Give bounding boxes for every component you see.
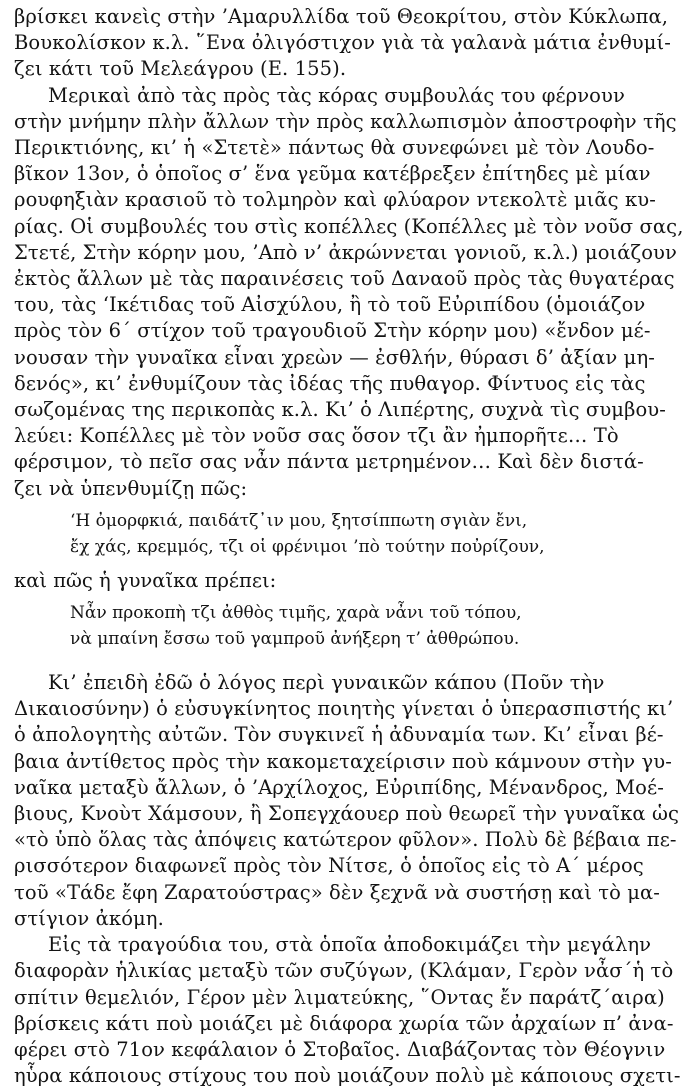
text-line: τοῦ «Τάδε ἔφη Ζαρατούστρας» δὲν ξεχνᾶ νὰ συστήσῃ καὶ τὸ μα-: [14, 880, 660, 904]
text-line: ρίας. Οἱ συμβουλές του στὶς κοπέλλες (Κοπέλλες μὲ τὸν νοῦσ σας,: [14, 214, 684, 238]
paragraph: [14, 83, 684, 502]
text-line: Περικτιόνης, κι’ ἡ «Στετὲ» πάντως θὰ συνεφώνει μὲ τὸν Λουδο-: [14, 136, 655, 160]
text-block-bottom: [14, 670, 681, 1089]
text-line: δενός», κι’ ἐνθυμίζουν τὰς ἰδέας τῆς πυθαγορ. Φίντυος εἰς τὰς: [14, 371, 646, 395]
paragraph: [14, 4, 671, 83]
verse-line: ἔχ χάς, κρεμμός, τζι οἱ φρένιμοι ’πὸ τούτην ποὐρίζουν,: [70, 536, 545, 557]
text-line: Δικαιοσύνην) ὁ εὐσυγκίνητος ποιητὴς γίνεται ὁ ὑπερασπιστής κι’: [14, 697, 674, 721]
text-line: ηὗρα κάποιους στίχους του ποὺ μοιάζουν πολὺ μὲ κάποιους σχετι-: [14, 1064, 681, 1088]
text-line: ρισσότερον διαφωνεῖ πρὸς τὸν Νίτσε, ὁ ὁποῖος εἰς τὸ Α΄ μέρος: [14, 854, 644, 878]
text-line: ρουφηξιὰν κρασιοῦ τὸ τολμηρὸν καὶ φλύαρον ντεκολτὲ μιᾶς κυ-: [14, 188, 656, 212]
text-line: ναῖκα μεταξὺ ἄλλων, ὁ ’Αρχίλοχος, Εὐριπίδης, Μένανδρος, Μοέ-: [14, 775, 664, 799]
text-line: φέρει στὸ 71ον κεφάλαιον ὁ Στοβαῖος. Διαβάζοντας τὸν Θέογνιν: [14, 1037, 666, 1061]
verse-line: Νἆν προκοπὴ τζι ἀθθὸς τιμῆς, χαρὰ νἆνι τοῦ τόπου,: [70, 603, 522, 624]
text-block-top: [14, 4, 684, 502]
text-line: λεύει: Κοπέλλες μὲ τὸν νοῦσ σας ὅσον τζι ἂν ἠμπορῆτε… Τὸ: [14, 424, 619, 448]
text-line: Εἰς τὰ τραγούδια του, στὰ ὁποῖα ἀποδοκιμάζει τὴν μεγάλην: [48, 933, 652, 957]
text-line: Μερικαὶ ἀπὸ τὰς πρὸς τὰς κόρας συμβουλάς του φέρνουν: [48, 83, 625, 107]
text-line: βρίσκεις κάτι ποὺ μοιάζει μὲ διάφορα χωρία τῶν ἀρχαίων π’ ἀνα-: [14, 1011, 674, 1035]
spacer: [14, 660, 604, 670]
verse-lead-in: καὶ πῶς ἡ γυναῖκα πρέπει:: [14, 568, 277, 592]
text-line: στίγιον ἀκόμη.: [14, 906, 164, 930]
text-line: σπίτιν θεμελιόν, Γέρον μὲν λιματεύκης, ῞Οντας ἔν παράτζ΄αιρα): [14, 985, 665, 1009]
text-line: πρὸς τὸν 6΄ στίχον τοῦ τραγουδιοῦ Στὴν κόρην μου) «ἔνδον μέ-: [14, 319, 651, 343]
verse-line: ‘Η ὀμορφκιά, παιδάτζ᾽ιν μου, ξητσίππωτη σγιὰν ἔνι,: [70, 510, 528, 531]
text-line: βιους, Κνοὺτ Χάμσουν, ἢ Σοπεγχάουερ ποὺ θεωρεῖ τὴν γυναῖκα ὡς: [14, 802, 679, 826]
text-line: νουσαν τὴν γυναῖκα εἶναι χρεὼν — ἐσθλήν, θύρασι δ’ ἀξίαν μη-: [14, 345, 655, 369]
text-line: φέρσιμον, τὸ πεῖσ σας νἆν πάντα μετρημένον… Καὶ δὲν διστά-: [14, 450, 644, 474]
text-line: ἐκτὸς ἄλλων μὲ τὰς παραινέσεις τοῦ Δαναοῦ πρὸς τὰς θυγατέρας: [14, 267, 675, 291]
text-line: βῖκον 13ον, ὁ ὁποῖος σ’ ἕνα γεῦμα κατέβρεξεν ἐπίτηδες μὲ μίαν: [14, 162, 651, 186]
text-line: ζει νὰ ὑπενθυμίζῃ πῶς:: [14, 476, 248, 500]
text-line: ὁ ἀπολογητὴς αὐτῶν. Τὸν συγκινεῖ ἡ ἀδυναμία των. Κι’ εἶναι βέ-: [14, 723, 664, 747]
paragraph: [14, 932, 681, 1089]
text-line: στὴν μνήμην πλὴν ἄλλων τὴν πρὸς καλλωπισμὸν ἀποστροφὴν τῆς: [14, 109, 677, 133]
verse-line: νὰ μπαίνη ἔσσω τοῦ γαμπροῦ ἀνήξερη τ’ ἀθθρώπου.: [70, 629, 520, 650]
text-line: βαια ἀντίθετος πρὸς τὴν κακομεταχείρισιν ποὺ κάμνουν στὴν γυ-: [14, 749, 672, 773]
text-line: ζει κάτι τοῦ Μελεάγρου (Ε. 155).: [14, 57, 347, 81]
text-line: σωζομένας της περικοπὰς κ.λ. Κι’ ὁ Λιπέρτης, συχνὰ τὶς συμβου-: [14, 398, 666, 422]
paragraph: [14, 670, 679, 932]
verse-block-2: [14, 600, 604, 652]
text-line: διαφορὰν ἡλικίας μεταξὺ τῶν συζύγων, (Κλάμαν, Γερὸν νἆσ΄ἡ τὸ: [14, 959, 674, 983]
text-line: Κι’ ἐπειδὴ ἐδῶ ὁ λόγος περὶ γυναικῶν κάπου (Ποῦν τὴν: [48, 671, 605, 695]
text-line: «τὸ ὑπὸ ὅλας τὰς ἀπόψεις κατώτερον φῦλον». Πολὺ δὲ βέβαια πε-: [14, 828, 677, 852]
text-line: Στετέ, Στὴν κόρην μου, ’Απὸ ν’ ἀκρώννεται γονιοῦ, κ.λ.) μοιάζουν: [14, 240, 677, 264]
text-line: βρίσκει κανεὶς στὴν ’Αμαρυλλίδα τοῦ Θεοκρίτου, στὸν Κύκλωπα,: [14, 5, 669, 28]
verse-block-1: [14, 508, 604, 560]
text-line: Βουκολίσκον κ.λ. ῞Ενα ὀλιγόστιχον γιὰ τὰ γαλανὰ μάτια ἐνθυμί-: [14, 31, 671, 55]
text-line: του, τὰς ‘Ικέτιδας τοῦ Αἰσχύλου, ἢ τὸ τοῦ Εὐριπίδου (ὁμοιάζον: [14, 293, 646, 317]
